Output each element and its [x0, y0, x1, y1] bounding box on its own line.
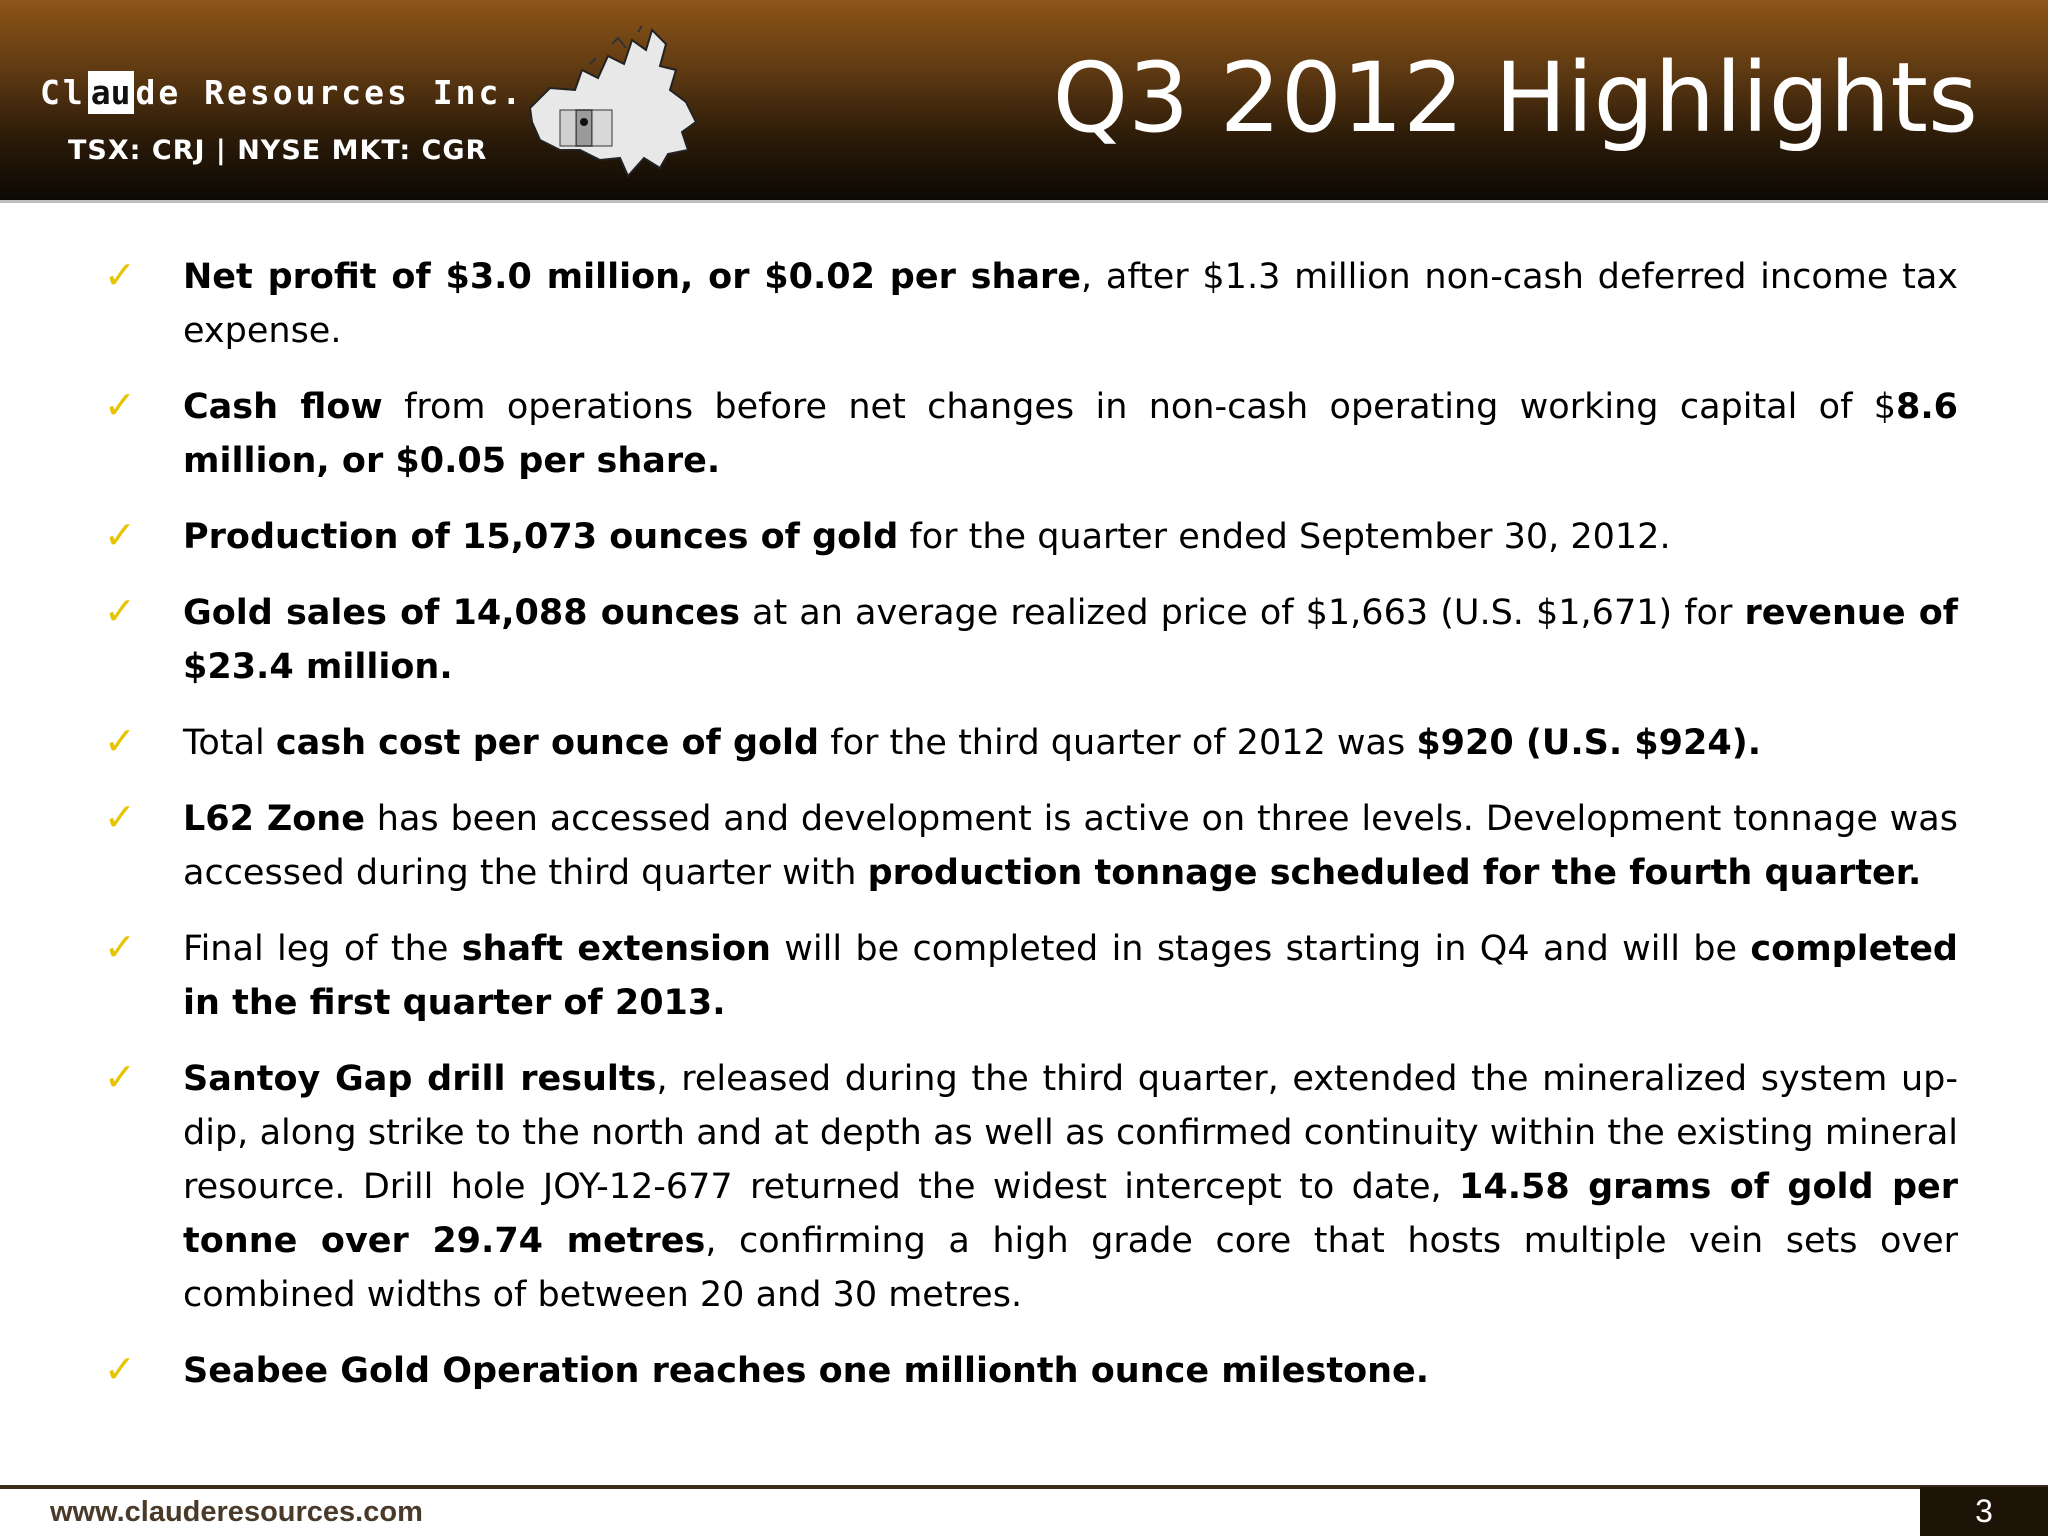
- highlight-text: from operations before net changes in non-cash operating working capital of $: [382, 387, 1896, 427]
- highlight-bold-text: 8.6 million, or $0.05 per share.: [183, 387, 1958, 481]
- highlight-bold-text: Gold sales of 14,088 ounces: [183, 593, 740, 633]
- highlight-bold-text: revenue of $23.4 million.: [183, 593, 1958, 687]
- highlight-item: [100, 716, 1958, 770]
- highlight-text: Final leg of the: [183, 929, 462, 969]
- highlight-item: [100, 250, 1958, 358]
- highlight-bold-text: Seabee Gold Operation reaches one millionth ounce milestone.: [183, 1351, 1430, 1391]
- highlight-text: will be completed in stages starting in Q4 and will be: [770, 929, 1751, 969]
- highlight-item: [100, 1052, 1958, 1322]
- highlight-item: [100, 1344, 1958, 1398]
- checkmark-icon: ✓: [104, 1055, 136, 1099]
- slide-title: Q3 2012 Highlights: [1052, 42, 1978, 154]
- header-divider: [0, 200, 2048, 203]
- checkmark-icon: ✓: [104, 383, 136, 427]
- checkmark-icon: ✓: [104, 1347, 136, 1391]
- checkmark-icon: ✓: [104, 925, 136, 969]
- logo-au-box: au: [88, 71, 134, 114]
- highlight-bold-text: $920 (U.S. $924).: [1416, 723, 1762, 763]
- company-logo-name: [40, 66, 524, 118]
- highlight-text: , confirming a high grade core that hosts multiple vein sets over combined widths of between 20 and 30 metres.: [183, 1221, 1958, 1315]
- highlights-list: [100, 250, 1958, 1420]
- page-number: 3: [1975, 1493, 1993, 1529]
- highlight-item: [100, 792, 1958, 900]
- highlight-bold-text: 14.58 grams of gold per tonne over 29.74 metres: [183, 1167, 1958, 1261]
- canada-map-icon: [520, 18, 705, 183]
- highlight-item: [100, 380, 1958, 488]
- company-ticker: TSX: CRJ | NYSE MKT: CGR: [68, 135, 488, 166]
- checkmark-icon: ✓: [104, 253, 136, 297]
- highlight-item: [100, 510, 1958, 564]
- highlight-text: Total: [183, 723, 276, 763]
- highlight-item: [100, 922, 1958, 1030]
- highlight-bold-text: L62 Zone: [183, 799, 365, 839]
- highlight-bold-text: Cash flow: [183, 387, 383, 427]
- highlight-bold-text: Net profit of $3.0 million, or $0.02 per share: [183, 257, 1081, 297]
- footer-website-link[interactable]: www.clauderesources.com: [50, 1496, 423, 1528]
- footer-divider: [0, 1485, 2048, 1489]
- checkmark-icon: ✓: [104, 719, 136, 763]
- checkmark-icon: ✓: [104, 795, 136, 839]
- highlight-bold-text: cash cost per ounce of gold: [275, 723, 820, 763]
- logo-name-suffix: de Resources Inc.: [135, 72, 525, 112]
- highlight-text: , released during the third quarter, extended the mineralized system up-dip, along strike to the north and at depth as well as confirmed continuity within the existing mineral resource. Drill hole JOY-12-677 returned the widest intercept to date,: [183, 1059, 1958, 1207]
- highlight-item: [100, 586, 1958, 694]
- highlight-bold-text: shaft extension: [461, 929, 771, 969]
- highlight-bold-text: production tonnage scheduled for the fourth quarter.: [867, 853, 1922, 893]
- page-number-box: [1920, 1487, 2048, 1536]
- highlight-bold-text: Santoy Gap drill results: [183, 1059, 657, 1099]
- highlight-text: , after $1.3 million non-cash deferred income tax expense.: [183, 257, 1958, 351]
- checkmark-icon: ✓: [104, 513, 136, 557]
- checkmark-icon: ✓: [104, 589, 136, 633]
- highlight-bold-text: Production of 15,073 ounces of gold: [183, 517, 899, 557]
- highlight-text: for the third quarter of 2012 was: [819, 723, 1417, 763]
- highlight-bold-text: completed in the first quarter of 2013.: [183, 929, 1958, 1023]
- highlight-text: has been accessed and development is active on three levels. Development tonnage was accessed during the third quarter with: [183, 799, 1958, 893]
- highlight-text: at an average realized price of $1,663 (U.S. $1,671) for: [739, 593, 1745, 633]
- logo-name-prefix: Cl: [40, 72, 86, 112]
- highlight-text: for the quarter ended September 30, 2012.: [898, 517, 1671, 557]
